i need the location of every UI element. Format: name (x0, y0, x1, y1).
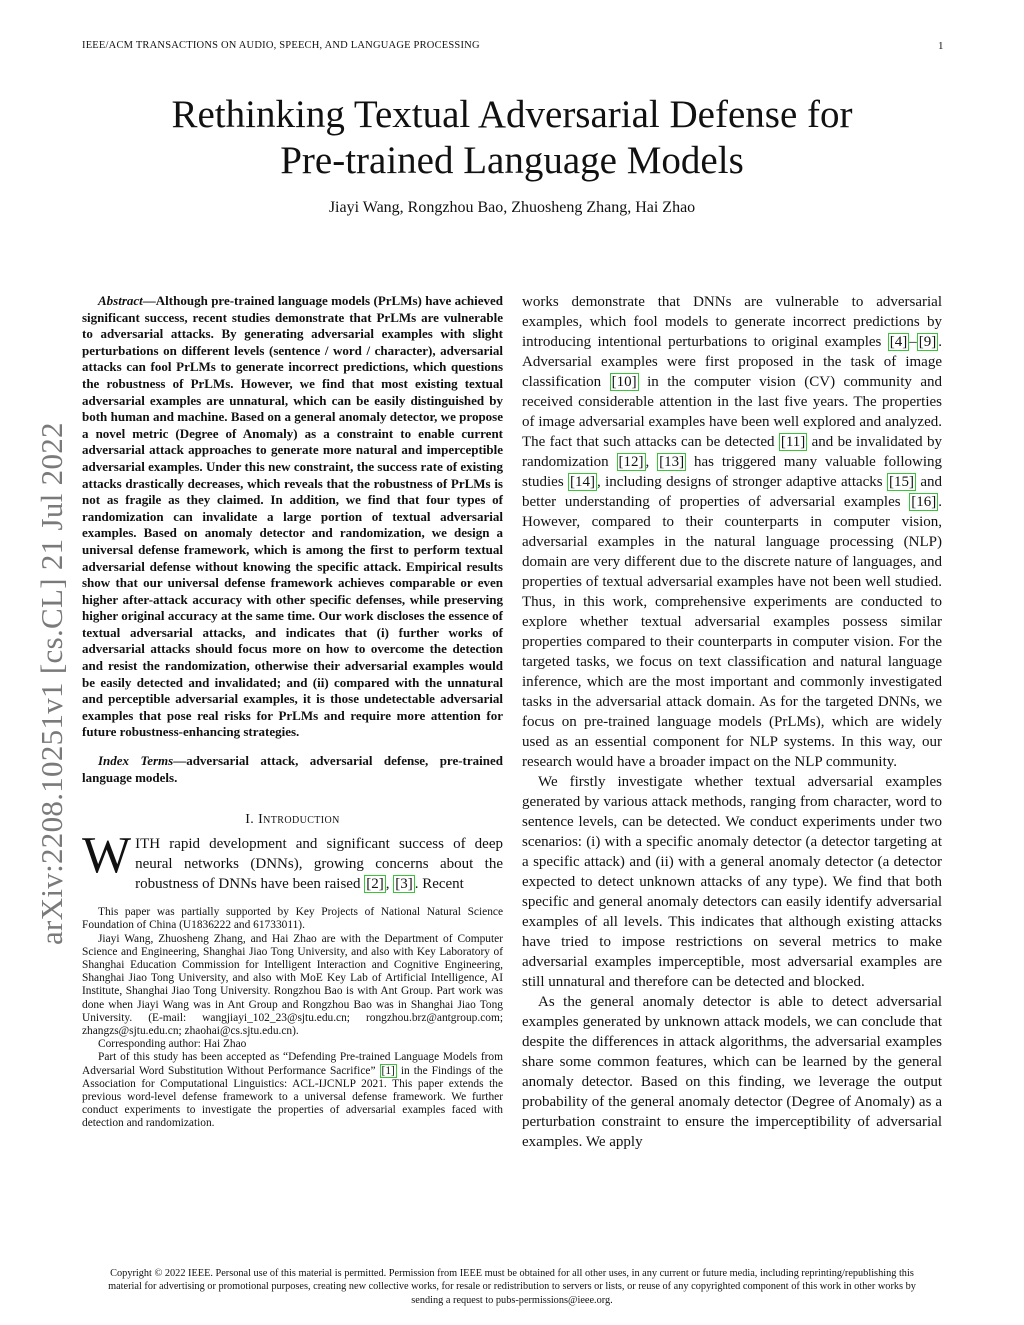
section-number: I. (245, 812, 255, 828)
text-run: and better understanding of properties of adversarial examples (522, 474, 943, 510)
index-terms (82, 753, 503, 786)
body-paragraph-2: We firstly investigate whether textual adversarial examples generated by various attack methods, ranging from character, word to sentence levels, can be detected. We conduct experiments under two scenarios: (i) with a specific anomaly detector (a detector targeting at a specific attack) and (ii) with a general anomaly detector (a detector expected to detect unknown attacks of any type). We find that both specific and general anomaly detectors can easily identify adversarial examples of all levels. This indicates that although existing attacks have tried to impose restrictions on several metrics to make adversarial examples imperceptible, most adversarial examples are still unnatural and therefore can be detected and blocked. (522, 774, 942, 990)
citation-link[interactable]: [4] (889, 334, 908, 350)
citation-link[interactable]: [9] (918, 334, 937, 350)
title-line-1: Rethinking Textual Adversarial Defense for (171, 93, 853, 136)
section-title: Introduction (258, 812, 340, 828)
section-heading-introduction (82, 812, 503, 828)
citation-link[interactable]: [3] (395, 876, 413, 893)
intro-first-paragraph: WITH rapid development and significant success of deep neural networks (DNNs), growing concerns about the robustness of DNNs have been raised [2] , [3] . Recent (82, 827, 503, 893)
abstract (82, 293, 503, 741)
text-run: works demonstrate that DNNs are vulnerable to adversarial examples, which fool models to generate incorrect predictions by introducing intentional perturbations to original examples (522, 294, 942, 350)
text-run: has triggered many valuable following studies (522, 454, 942, 490)
text-run: and be invalidated by randomization (522, 434, 942, 470)
page-number: 1 (938, 40, 944, 52)
citation-link[interactable]: [10] (611, 374, 637, 390)
intro-text-end: . Recent (414, 876, 464, 893)
text-run: , (645, 454, 658, 470)
citation-link[interactable]: [13] (659, 454, 685, 470)
paper-title (0, 92, 1024, 184)
footnote-prior-work-end: in the Findings of the Association for Computational Linguistics: ACL-IJCNLP 2021. This paper extends the previous word-level defense framework to a universal defense framework. We further conduct experiments to investigate the properties of adversarial examples faced with detection and randomization. (82, 1064, 503, 1130)
text-run: in the computer vision (CV) community and received considerable attention in the last five years. The properties of image adversarial examples have been well explored and analyzed. The fact that such attacks can be detected (522, 374, 943, 450)
text-run: . However, compared to their counterparts in computer vision, adversarial examples in the natural language processing (NLP) domain are very different due to the discrete nature of languages, and properties of textual adversarial examples have not been well studied. Thus, in this work, comprehensive experiments are conducted to explore whether textual adversarial examples possess similar properties compared to their counterparts in computer vision. For the targeted tasks, we focus on text classification and natural language inference, which are the most important and commonly investigated tasks in the adversarial attack domain. As for the targeted DNNs, we focus on pre-trained language models (PrLMs), which are widely used as an essential component for NLP systems. In this way, our research would have a broader impact on the NLP community. (522, 494, 942, 770)
title-line-2: Pre-trained Language Models (280, 139, 744, 182)
arxiv-stamp: arXiv:2208.10251v1 [cs.CL] 21 Jul 2022 (34, 422, 69, 945)
footnotes (82, 906, 503, 1130)
running-head: IEEE/ACM TRANSACTIONS ON AUDIO, SPEECH, AND LANGUAGE PROCESSING (82, 40, 480, 51)
footnote-prior-work-start: Part of this study has been accepted as “Defending Pre-trained Language Models from Adversarial Word Substitution Without Performance Sacrifice” (82, 1051, 503, 1077)
intro-text-start: ITH rapid development and significant success of deep neural networks (DNNs), growing concerns about the robustness of DNNs have been raised (135, 836, 503, 893)
text-run: – (909, 334, 917, 350)
index-terms-label: Index Terms (98, 753, 174, 769)
citation-link[interactable]: [14] (570, 474, 596, 490)
drop-cap: W (82, 827, 132, 885)
abstract-text: —Although pre-trained language models (PrLMs) have achieved significant success, recent studies demonstrate that PrLMs are vulnerable to adversarial attacks. By generating adversarial examples with slight perturbations on different levels (sentence / word / character), adversarial attacks can fool PrLMs to generate incorrect predictions, which questions the robustness of PrLMs. However, we find that most existing textual adversarial examples are unnatural, which can be easily distinguished by both human and machine. Based on a general anomaly detector, we propose a novel metric (Degree of Anomaly) as a constraint to enable current adversarial attack approaches to generate more natural and imperceptible adversarial examples. Under this new constraint, the success rate of existing attacks drastically decreases, which reveals that the robustness of PrLMs is not as fragile as they claimed. In addition, we find that four types of randomization can invalidate a large portion of textual adversarial examples. Based on anomaly detector and randomization, we design a universal defense framework, which is among the first to perform textual adversarial defense without knowing the specific attack. Empirical results show that our universal defense framework achieves comparable or even higher after-attack accuracy with other specific defenses, while preserving higher original accuracy at the same time. Our work discloses the essence of textual adversarial attacks, and indicates that (i) further works of adversarial attacks should focus more on how to overcome the detection and resist the randomization, otherwise their adversarial examples would be easily detected and invalidated; and (ii) compared with the unnatural and perceptible adversarial examples, it is those undetectable adversarial examples that pose real risks for PrLMs and require more attention for future robustness-enhancing strategies. (82, 293, 503, 740)
footnote-corresponding: Corresponding author: Hai Zhao (98, 1038, 247, 1051)
body-paragraph-3: As the general anomaly detector is able to detect adversarial examples generated by unknown attack models, we can conclude that despite the differences in attack algorithms, the adversarial examples share some common features, which can be learned by the general anomaly detector. Based on this finding, we leverage the output probability of the general anomaly detector (Degree of Anomaly) as a perturbation constraint to ensure the imperceptibility of adversarial examples. We apply (522, 994, 942, 1150)
text-run: . Adversarial examples were first proposed in the task of image classification (522, 334, 942, 390)
author-list: Jiayi Wang, Rongzhou Bao, Zhuosheng Zhang, Hai Zhao (328, 199, 696, 216)
footnote-funding: This paper was partially supported by Key Projects of National Natural Science Foundation of China (U1836222 and 61733011). (82, 906, 503, 932)
abstract-label: Abstract (98, 293, 143, 308)
index-terms-text: —adversarial attack, adversarial defense, pre-trained language models. (82, 753, 503, 785)
citation-link[interactable]: [15] (889, 474, 914, 490)
right-column (522, 292, 942, 1152)
citation-link[interactable]: [12] (618, 454, 644, 470)
body-paragraph-1 (522, 292, 942, 772)
citation-link[interactable]: [11] (780, 434, 806, 450)
left-column (82, 293, 503, 1131)
citation-link[interactable]: [2] (366, 876, 384, 893)
citation-link[interactable]: [16] (911, 494, 937, 510)
text-run: , including designs of stronger adaptive attacks (597, 474, 887, 490)
footnote-prior-work (82, 1051, 503, 1130)
copyright-notice: Copyright © 2022 IEEE. Personal use of this material is permitted. Permission from IEEE must be obtained for all other uses, in any current or future media, including reprinting/republishing this material for advertising or promotional purposes, creating new collective works, for resale or redistribution to servers or lists, or reuse of any copyrighted component of this work in other works by sending a request to pubs-permissions@ieee.org. (108, 1268, 916, 1306)
citation-link[interactable]: [1] (381, 1064, 395, 1077)
footnote-affiliations: Jiayi Wang, Zhuosheng Zhang, and Hai Zhao are with the Department of Computer Science and Engineering, Shanghai Jiao Tong University, and also with Key Laboratory of Shanghai Education Commission for Intelligent Interaction and Cognitive Engineering, Shanghai Jiao Tong University, and also with MoE Key Lab of Artificial Intelligence, AI Institute, Shanghai Jiao Tong University. Rongzhou Bao is with Ant Group. Part work was done when Jiayi Wang was in Ant Group and Rongzhou Bao was in Shanghai Jiao Tong University. (E-mail: wangjiayi_102_23@sjtu.edu.cn; rongzhou.brz@antgroup.com; zhangzs@sjtu.edu.cn; zhaohai@cs.sjtu.edu.cn). (82, 932, 503, 1038)
